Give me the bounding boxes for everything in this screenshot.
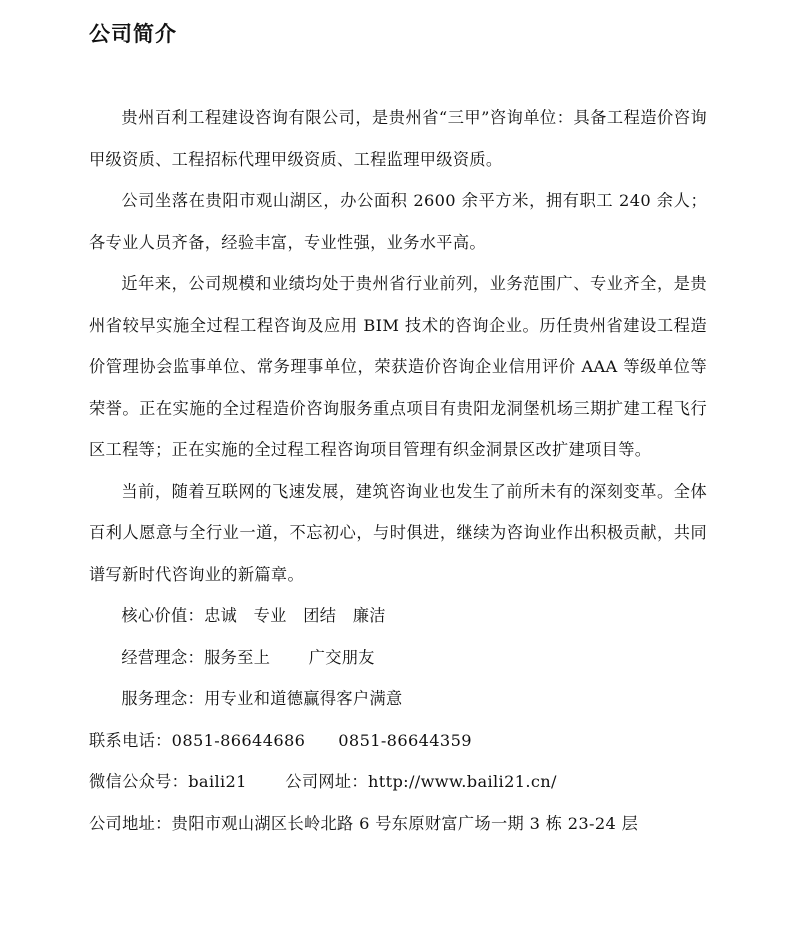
paragraph-location: 公司坐落在贵阳市观山湖区，办公面积 2600 余平方米，拥有职工 240 余人；各专业人员齐备，经验丰富，专业性强，业务水平高。 [89,191,707,252]
paragraph-achievements: 近年来，公司规模和业绩均处于贵州省行业前列，业务范围广、专业齐全，是贵州省较早实施全过程工程咨询及应用 BIM 技术的咨询企业。历任贵州省建设工程造价管理协会监事单位、常务理事单位，荣获造价咨询企业信用评价 AAA 等级单位等荣誉。正在实施的全过程造价咨询服务重点项目有贵阳龙洞堡机场三期扩建工程飞行区工程等；正在实施的全过程工程咨询项目管理有织金洞景区改扩建项目等。 [89,274,707,459]
contact-phone-line: 联系电话：0851-86644686 0851-86644359 [89,730,472,750]
document-body [89,97,707,844]
paragraph-outlook: 当前，随着互联网的飞速发展，建筑咨询业也发生了前所未有的深刻变革。全体百利人愿意与全行业一道，不忘初心，与时俱进，继续为咨询业作出积极贡献，共同谱写新时代咨询业的新篇章。 [89,481,707,584]
contact-wechat-website-line: 微信公众号：baili21 公司网址：http://www.baili21.cn/ [89,772,557,791]
core-values-line: 核心价值：忠诚 专业 团结 廉洁 [121,606,386,625]
contact-address-line: 公司地址：贵阳市观山湖区长岭北路 6 号东原财富广场一期 3 栋 23-24 层 [89,813,639,833]
business-philosophy-line: 经营理念：服务至上 广交朋友 [121,647,375,667]
paragraph-intro: 贵州百利工程建设咨询有限公司，是贵州省“三甲”咨询单位：具备工程造价咨询甲级资质、工程招标代理甲级资质、工程监理甲级资质。 [89,108,707,169]
service-philosophy-line: 服务理念：用专业和道德赢得客户满意 [121,689,403,708]
page-title: 公司简介 [89,22,177,46]
